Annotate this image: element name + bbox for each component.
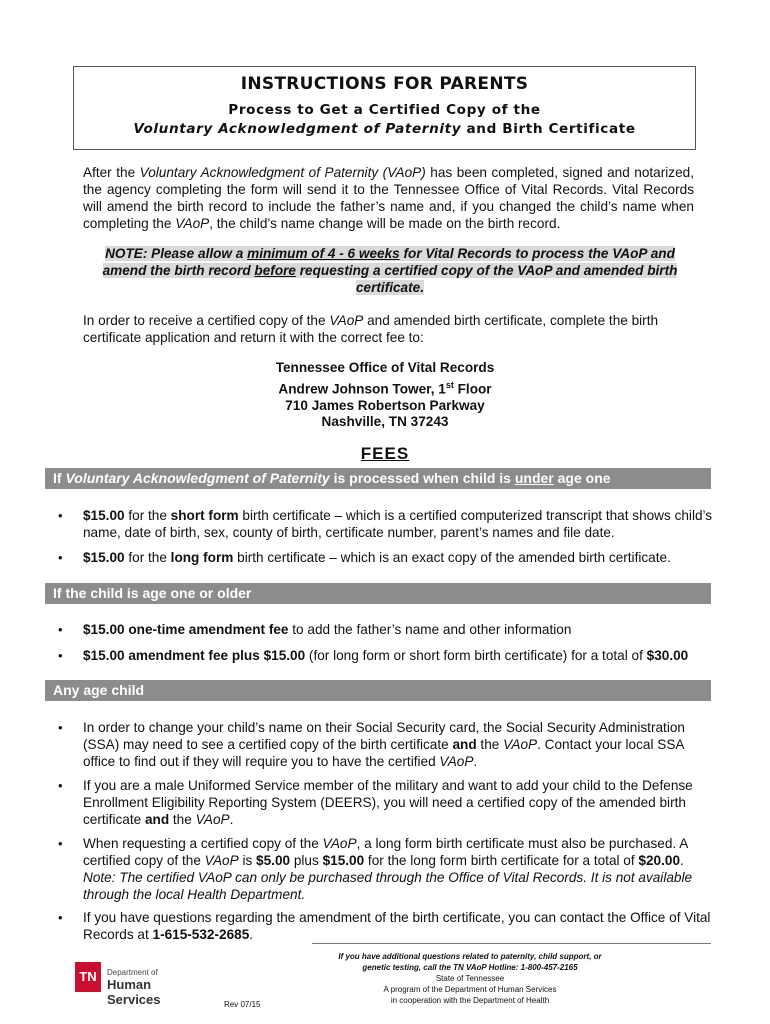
footer-program: A program of the Department of Human Services xyxy=(383,985,557,994)
hotline-line-1: If you have additional questions related to paternity, child support, or xyxy=(338,952,602,961)
bullet-icon: • xyxy=(58,778,63,793)
dhs-logo xyxy=(75,962,205,1007)
fee-item-long-form: $15.00 for the long form birth certificate – which is an exact copy of the amended birth certificate. xyxy=(83,550,671,565)
info-item-purchase: When requesting a certified copy of the VAoP, a long form birth certificate must also be purchased. A certified copy of the VAoP is $5.00 plus $15.00 for the long form birth certificate for a total of $20.00. Note: The certified VAoP can only be purchased through the Office of Vital Records. It is not available through the local Health Department. xyxy=(83,836,693,902)
logo-dept-text: Department of xyxy=(107,968,158,977)
subtitle-rest: and Birth Certificate xyxy=(461,121,636,137)
section-bar-any-age: Any age child xyxy=(45,680,711,701)
fee-item-amendment-plus: $15.00 amendment fee plus $15.00 (for long form or short form birth certificate) for a total of $30.00 xyxy=(83,648,689,663)
tn-logo-icon: TN xyxy=(75,962,101,992)
address-line-3: 710 James Robertson Parkway xyxy=(285,397,485,413)
fee-item-short-form: $15.00 for the short form birth certificate – which is a certified computerized transcript that shows child’s name, date of birth, sex, county of birth, certificate number, parent’s names and file date. xyxy=(83,508,713,540)
bullet-icon: • xyxy=(58,648,63,663)
address-line-1: Tennessee Office of Vital Records xyxy=(275,360,495,375)
footer-divider xyxy=(312,943,711,944)
fee-item-amendment: $15.00 one-time amendment fee to add the father’s name and other information xyxy=(83,622,572,637)
mailing-address xyxy=(0,360,770,431)
address-line-2: Andrew Johnson Tower, 1st Floor xyxy=(278,379,492,397)
section-bar-one-or-older: If the child is age one or older xyxy=(45,583,711,604)
order-paragraph: In order to receive a certified copy of the VAoP and amended birth certificate, complete the birth certificate application and return it with the correct fee to: xyxy=(83,313,659,345)
fees-heading: FEES xyxy=(360,444,410,463)
page-subtitle-1: Process to Get a Certified Copy of the xyxy=(228,102,541,118)
subtitle-italic: Voluntary Acknowledgment of Paternity xyxy=(133,121,462,137)
footer-coop: in cooperation with the Department of Health xyxy=(390,996,550,1005)
address-line-4: Nashville, TN 37243 xyxy=(321,414,449,430)
hotline-line-2: genetic testing, call the TN VAoP Hotline: 1-800-457-2165 xyxy=(362,963,578,972)
revision-date: Rev 07/15 xyxy=(224,1000,261,1009)
bullet-icon: • xyxy=(58,550,63,565)
note-paragraph: NOTE: Please allow a minimum of 4 - 6 weeks for Vital Records to process the VAoP and amend the birth record before requesting a certified copy of the VAoP and amended birth certificate. xyxy=(102,246,678,295)
logo-hs-text: Human Services xyxy=(107,977,161,1007)
page-title: INSTRUCTIONS FOR PARENTS xyxy=(240,74,529,94)
footer-info xyxy=(312,951,628,1006)
page-subtitle-2 xyxy=(74,121,695,137)
info-item-questions: If you have questions regarding the amendment of the birth certificate, you can contact the Office of Vital Records at 1-615-532-2685. xyxy=(83,910,711,942)
bullet-icon: • xyxy=(58,508,63,523)
bullet-icon: • xyxy=(58,720,63,735)
title-box xyxy=(73,66,696,150)
bullet-icon: • xyxy=(58,910,63,925)
intro-paragraph: After the Voluntary Acknowledgment of Paternity (VAoP) has been completed, signed and notarized, the agency completing the form will send it to the Tennessee Office of Vital Records. Vital Records will amend the birth record to include the father’s name and, if you changed the child’s name when completing the VAoP, the child’s name change will be made on the birth record. xyxy=(83,165,694,231)
bullet-icon: • xyxy=(58,622,63,637)
info-item-ssa: In order to change your child’s name on their Social Security card, the Social Security Administration (SSA) may need to see a certified copy of the birth certificate and the VAoP. Contact your local SSA office to find out if they will require you to have the certified VAoP. xyxy=(83,720,685,769)
footer-state: State of Tennessee xyxy=(435,974,505,983)
bullet-icon: • xyxy=(58,836,63,851)
info-item-deers: If you are a male Uniformed Service member of the military and want to add your child to the Defense Enrollment Eligibility Reporting System (DEERS), you will need a certified copy of the amended birth certificate and the VAoP. xyxy=(83,778,693,827)
section-bar-under-one: If Voluntary Acknowledgment of Paternity is processed when child is under age one xyxy=(45,468,711,489)
